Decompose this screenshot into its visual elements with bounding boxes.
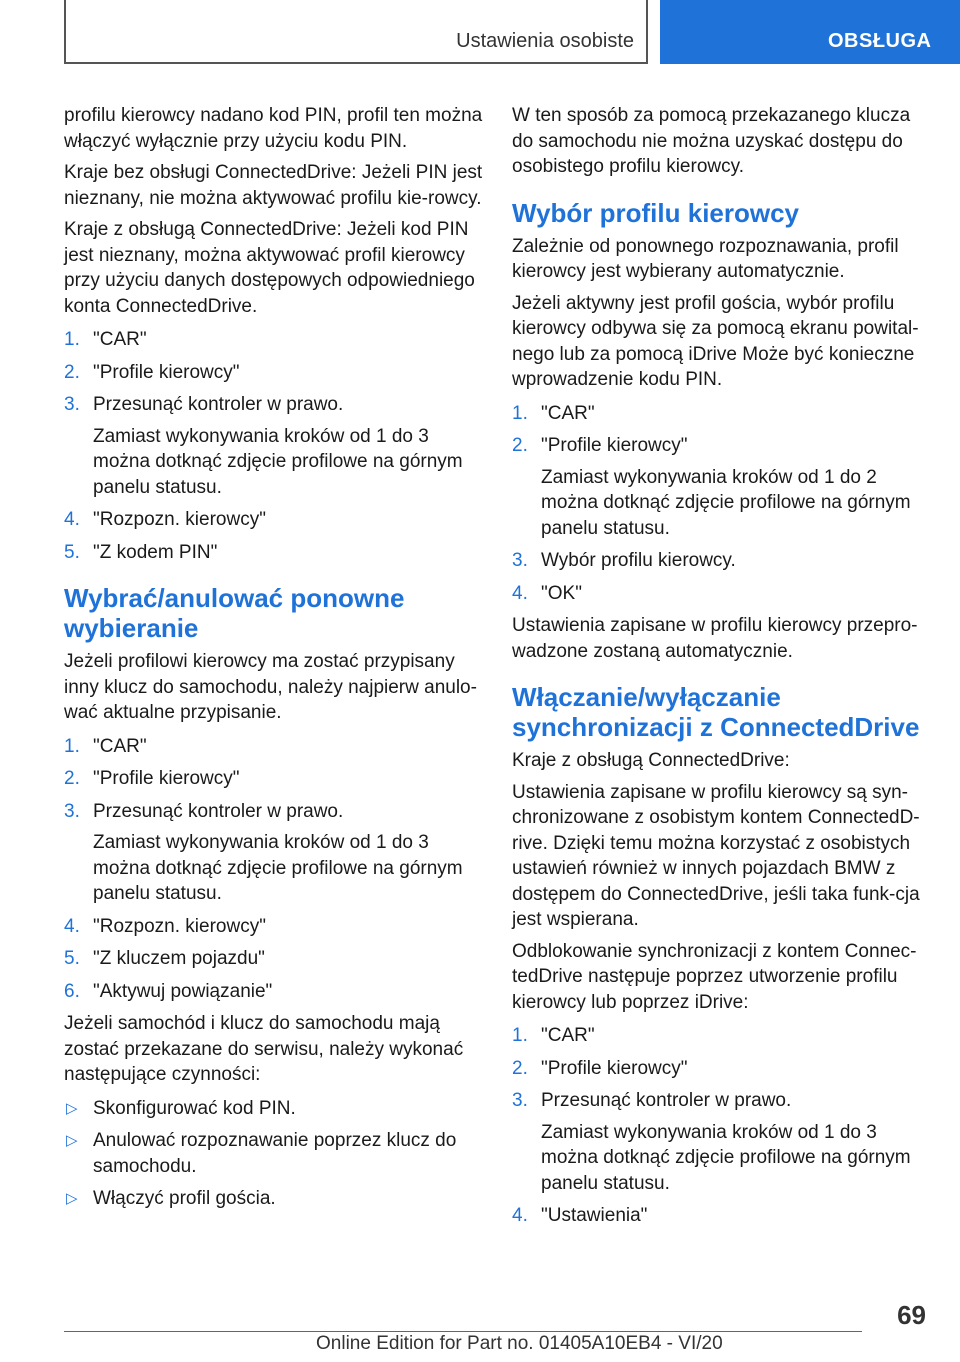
list-item: [512, 1056, 932, 1082]
list-item: [64, 392, 484, 500]
step-text: "CAR": [541, 402, 595, 424]
step-number: 1.: [64, 329, 80, 350]
step-number: 3.: [64, 800, 80, 822]
paragraph: profilu kierowcy nadano kod PIN, profil ten można włączyć wyłącznie przy użyciu kodu PIN.: [64, 105, 483, 152]
list-item: [64, 540, 484, 566]
step-number: 5.: [64, 948, 80, 969]
chapter-tab[interactable]: OBSŁUGA: [660, 0, 960, 64]
header-frame: [64, 0, 648, 64]
step-number: 2.: [512, 1057, 528, 1079]
bullet-list: [64, 1096, 484, 1212]
list-item: [64, 360, 484, 386]
list-item: [64, 914, 484, 940]
step-number: 1.: [64, 735, 80, 757]
triangle-bullet-icon: ▷: [66, 1099, 78, 1117]
page-number: 69: [897, 1300, 926, 1330]
step-text: "Profile kierowcy": [93, 361, 240, 383]
step-number: 4.: [64, 509, 80, 530]
step-number: 2.: [512, 435, 528, 456]
list-item: [512, 1023, 932, 1049]
step-text: "CAR": [93, 735, 147, 757]
step-note: Zamiast wykonywania kroków od 1 do 3 można dotknąć zdjęcie profilowe na górnym panelu statusu.: [93, 832, 463, 904]
step-text: "CAR": [93, 329, 147, 350]
step-number: 1.: [512, 1025, 528, 1046]
triangle-bullet-icon: ▷: [66, 1190, 78, 1207]
list-item: [512, 433, 932, 541]
paragraph: Kraje z obsługą ConnectedDrive: Jeżeli kod PIN jest nieznany, można aktywować profil kierowcy przy użyciu danych dostępowych odpowiedniego konta ConnectedDrive.: [64, 219, 475, 317]
list-item: [512, 401, 932, 427]
paragraph: Kraje z obsługą ConnectedDrive:: [512, 750, 790, 771]
step-number: 5.: [64, 541, 80, 563]
step-number: 3.: [512, 1090, 528, 1111]
step-text: "Ustawienia": [541, 1205, 648, 1226]
step-text: "Rozpozn. kierowcy": [93, 915, 266, 937]
edition-info: Online Edition for Part no. 01405A10EB4 - VI/20: [316, 1333, 723, 1354]
paragraph: W ten sposób za pomocą przekazanego klucza do samochodu nie można uzyskać dostępu do osobistego profilu kierowcy.: [512, 105, 911, 177]
right-column: [512, 103, 932, 1236]
paragraph: Jeżeli profilowi kierowcy ma zostać przypisany inny klucz do samochodu, należy najpierw anulo-wać aktualne przypisanie.: [64, 651, 477, 723]
list-item: [64, 734, 484, 760]
paragraph: Zależnie od ponownego rozpoznawania, profil kierowcy jest wybierany automatycznie.: [512, 235, 899, 282]
list-item: [64, 979, 484, 1005]
step-text: "Rozpozn. kierowcy": [93, 509, 266, 530]
list-item: [64, 327, 484, 353]
bullet-text: Anulować rozpoznawanie poprzez klucz do samochodu.: [93, 1130, 457, 1177]
bullet-text: Włączyć profil gościa.: [93, 1188, 276, 1209]
paragraph: Ustawienia zapisane w profilu kierowcy przepro-wadzone zostaną automatycznie.: [512, 615, 918, 662]
paragraph: Odblokowanie synchronizacji z kontem Connec-tedDrive następuje poprzez utworzenie profilu kierowcy lub poprzez iDrive:: [512, 940, 917, 1013]
step-text: Wybór profilu kierowcy.: [541, 550, 736, 571]
section-heading: Włączanie/wyłączanie synchronizacji z ConnectedDrive: [512, 682, 920, 742]
section-heading: Wybór profilu kierowcy: [512, 197, 800, 228]
step-text: "Profile kierowcy": [541, 435, 688, 456]
list-item: [64, 1186, 484, 1212]
step-number: 1.: [512, 402, 528, 424]
paragraph: Kraje bez obsługi ConnectedDrive: Jeżeli PIN jest nieznany, nie można aktywować profilu kie-rowcy.: [64, 162, 483, 209]
paragraph: Jeżeli samochód i klucz do samochodu mają zostać przekazane do serwisu, należy wykonać następujące czynności:: [64, 1013, 464, 1085]
paragraph: Jeżeli aktywny jest profil gościa, wybór profilu kierowcy odbywa się za pomocą ekranu powital-nego lub za pomocą iDrive Może być konieczne wprowadzenie kodu PIN.: [512, 292, 919, 390]
list-item: [64, 799, 484, 907]
step-number: 4.: [512, 1205, 528, 1226]
step-text: "Z kodem PIN": [93, 541, 218, 563]
footer-divider: [64, 1331, 862, 1332]
list-item: [512, 581, 932, 607]
section-heading: Wybrać/anulować ponowne wybieranie: [64, 583, 405, 643]
list-item: [512, 1088, 932, 1196]
step-text: "OK": [541, 582, 582, 604]
left-column: [64, 103, 484, 1219]
step-text: Przesunąć kontroler w prawo.: [93, 394, 344, 415]
list-item: [64, 1128, 484, 1179]
step-note: Zamiast wykonywania kroków od 1 do 2 można dotknąć zdjęcie profilowe na górnym panelu statusu.: [541, 466, 911, 539]
step-text: "Profile kierowcy": [541, 1057, 688, 1079]
step-number: 2.: [64, 361, 80, 383]
steps-list: [512, 1023, 932, 1229]
step-text: Przesunąć kontroler w prawo.: [541, 1090, 792, 1111]
list-item: [64, 946, 484, 972]
step-number: 2.: [64, 768, 80, 789]
step-note: Zamiast wykonywania kroków od 1 do 3 można dotknąć zdjęcie profilowe na górnym panelu statusu.: [541, 1121, 911, 1194]
step-number: 3.: [64, 394, 80, 415]
list-item: [512, 548, 932, 574]
list-item: [64, 1096, 484, 1122]
list-item: [512, 1203, 932, 1229]
steps-list: [64, 734, 484, 1005]
section-title: Ustawienia osobiste: [456, 30, 634, 52]
bullet-text: Skonfigurować kod PIN.: [93, 1097, 296, 1119]
list-item: [64, 507, 484, 533]
step-text: Przesunąć kontroler w prawo.: [93, 800, 344, 822]
step-number: 4.: [512, 582, 528, 604]
step-text: "Profile kierowcy": [93, 768, 240, 789]
step-number: 4.: [64, 915, 80, 937]
paragraph: Ustawienia zapisane w profilu kierowcy są syn-chronizowane z osobistym kontem ConnectedD-rive. Dzięki temu można korzystać z osobistych ustawień również w innych pojazdach BMW z dostępem do ConnectedDrive, jeśli taka funk-cja jest wspierana.: [512, 781, 920, 930]
steps-list: [64, 327, 484, 565]
step-number: 6.: [64, 980, 80, 1002]
step-text: "Aktywuj powiązanie": [93, 980, 273, 1002]
list-item: [64, 766, 484, 792]
step-number: 3.: [512, 550, 528, 571]
step-note: Zamiast wykonywania kroków od 1 do 3 można dotknąć zdjęcie profilowe na górnym panelu statusu.: [93, 425, 463, 498]
triangle-bullet-icon: ▷: [66, 1132, 78, 1149]
steps-list: [512, 401, 932, 607]
step-text: "CAR": [541, 1025, 595, 1046]
step-text: "Z kluczem pojazdu": [93, 948, 265, 969]
